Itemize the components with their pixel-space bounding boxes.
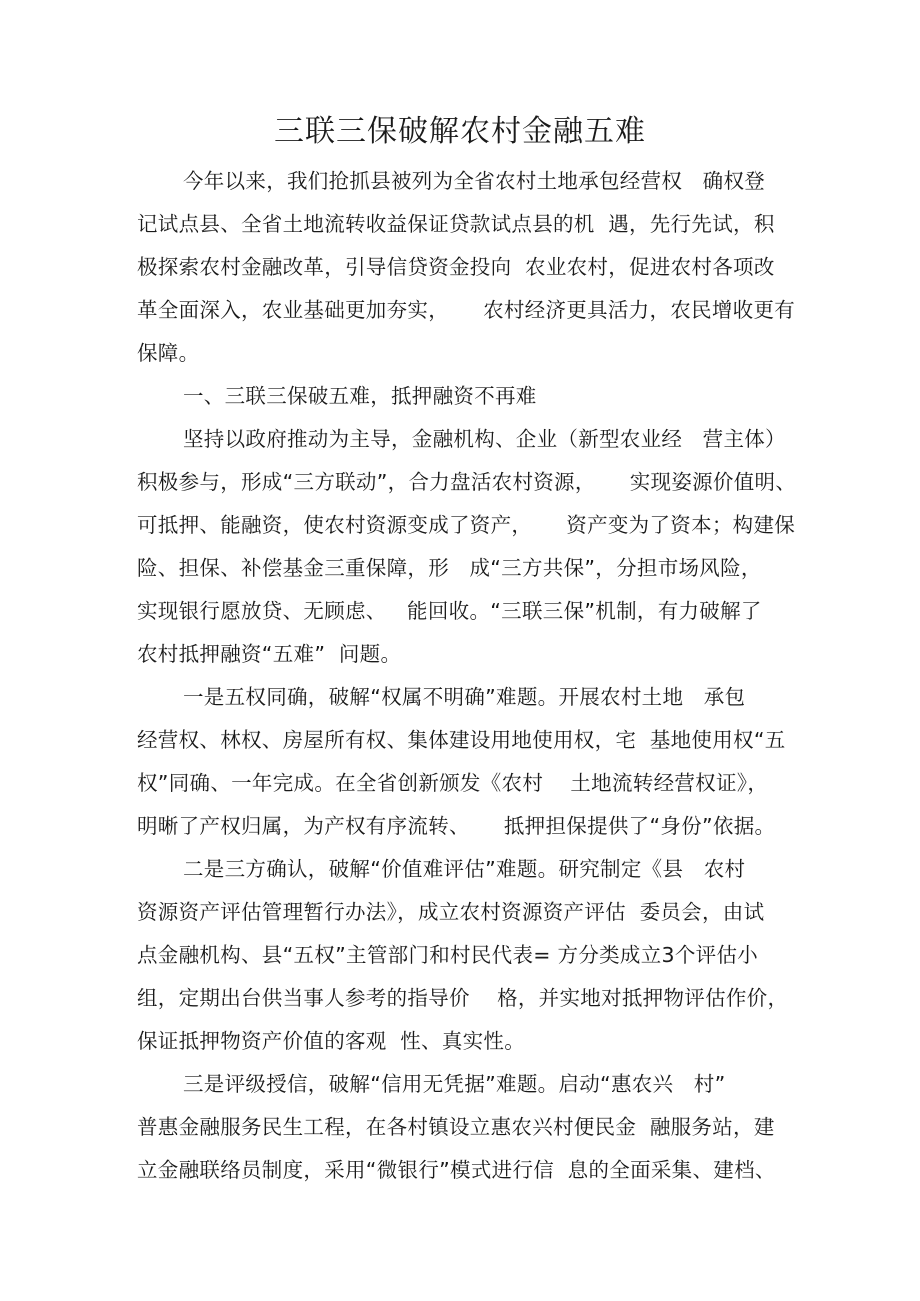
text-line: 坚持以政府推动为主导，金融机构、企业（新型农业经 营主体） (183, 427, 786, 451)
text-line: 经营权、林权、房屋所有权、集体建设用地使用权，宅 基地使用权“五 (137, 728, 786, 752)
text-line: 三是评级授信，破解“信用无凭据”难题。启动“惠农兴 村” (183, 1072, 726, 1096)
text-line: 普惠金融服务民生工程，在各村镇设立惠农兴村便民金 融服务站，建 (137, 1115, 775, 1139)
text-line: 明晰了产权归属，为产权有序流转、 抵押担保提供了“身份”依据。 (137, 814, 776, 838)
text-line: 记试点县、全省土地流转收益保证贷款试点县的机 遇，先行先试，积 (137, 212, 775, 236)
text-line: 立金融联络员制度，采用“微银行”模式进行信 息的全面采集、建档、 (137, 1158, 776, 1182)
text-line: 一是五权同确，破解“权属不明确”难题。开展农村土地 承包 (183, 685, 746, 709)
text-line: 保障。 (137, 341, 200, 365)
text-line: 权”同确、一年完成。在全省创新颁发《农村 土地流转经营权证》， (137, 771, 769, 795)
text-line: 二是三方确认，破解“价值难评估”难题。研究制定《县 农村 (183, 857, 746, 881)
text-line: 极探索农村金融改革，引导信贷资金投向 农业农村，促进农村各项改 (137, 255, 775, 279)
text-line: 保证抵押物资产价值的客观 性、真实性。 (137, 1029, 526, 1053)
section-heading: 一、三联三保破五难，抵押融资不再难 (183, 384, 537, 408)
text-line: 点金融机构、县“五权”主管部门和村民代表= 方分类成立3个评估小 (137, 943, 759, 967)
text-line: 可抵押、能融资，使农村资源变成了资产， 资产变为了资本；构建保 (137, 513, 796, 537)
text-line: 险、担保、补偿基金三重保障，形 成“三方共保”，分担市场风险， (137, 556, 762, 580)
text-line: 组，定期出台供当事人参考的指导价 格，并实地对抵押物评估作价， (137, 986, 789, 1010)
document-body (137, 160, 797, 1192)
text-line: 农村抵押融资“五难” 问题。 (137, 642, 402, 666)
text-line: 积极参与，形成“三方联动”，合力盘活农村资源， 实现姿源价值明、 (137, 470, 797, 494)
text-line: 革全面深入，农业基础更加夯实， 农村经济更具活力，农民增收更有 (137, 298, 796, 322)
text-line: 资源资产评估管理暂行办法》，成立农村资源资产评估 委员会，由试 (137, 900, 765, 924)
document-title: 三联三保破解农村金融五难 (274, 114, 646, 149)
text-line: 今年以来，我们抢抓县被列为全省农村土地承包经营权 确权登 (183, 169, 766, 193)
text-line: 实现银行愿放贷、无顾虑、 能回收。“三联三保”机制，有力破解了 (137, 599, 762, 623)
